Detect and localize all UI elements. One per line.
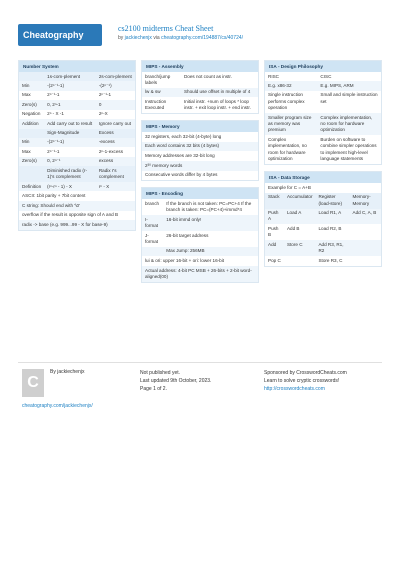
table-cell: Excess: [96, 129, 135, 138]
table-cell: Negation: [22, 111, 41, 117]
table-cell: branch: [145, 200, 160, 206]
table-cell: [350, 224, 381, 240]
storage-example: Example for C = A+B: [268, 184, 311, 190]
panel-isa-philosophy: [264, 60, 382, 165]
panel-title: ISA - Data Storage: [265, 172, 381, 183]
number-systems-table: [19, 72, 135, 191]
mips-assembly-table: [142, 72, 258, 113]
table-row: [142, 72, 258, 88]
table-row: [19, 182, 135, 191]
table-row: [19, 147, 135, 156]
table-row: [19, 72, 135, 81]
table-cell: 2ⁿ-X: [98, 111, 108, 117]
panel-isa-storage: [264, 171, 382, 266]
table-row: [265, 81, 381, 90]
table-cell: Does not count as instr.: [183, 73, 232, 79]
table-cell: Complex implementation, no room for hardware optimization: [317, 113, 381, 135]
note-word-offset: Consecutive words differ by 4 bytes: [145, 172, 218, 178]
note-word-size: Each word contains 32 bits (4 bytes): [142, 142, 258, 152]
table-cell: 2ⁿ - X -1: [47, 111, 64, 117]
table-cell: 2s-com-plement: [96, 72, 135, 81]
table-cell: Instruction Executed: [145, 98, 167, 111]
table-cell: E.g. MIPS, ARM: [317, 81, 381, 90]
published-status: Not published yet.: [140, 370, 181, 376]
table-cell: Memory-Memory: [350, 193, 381, 209]
table-cell: [284, 256, 316, 265]
table-cell: Burden on software to combine simpler operations to implement high-level language statements: [320, 136, 377, 162]
table-cell: Load R1, A: [315, 209, 349, 225]
table-cell: 26-bit target address: [166, 232, 209, 238]
table-cell: 16-bit immd only!: [163, 215, 258, 231]
table-cell: 2ⁿ⁻¹-1: [98, 92, 112, 98]
table-cell: 0, 2ⁿ-1: [44, 100, 96, 109]
table-cell: -(2ⁿ⁻¹-1): [44, 138, 96, 147]
panel-number-systems: [18, 60, 136, 231]
table-cell: -(2ⁿ⁻¹): [96, 81, 135, 90]
table-cell: Diminished radix (r-1)'s complement: [44, 166, 96, 182]
via-text: via: [153, 35, 160, 41]
page-footer: [18, 362, 382, 416]
mips-encoding-table: [142, 199, 258, 256]
sponsor-line[interactable]: Sponsored by CrosswordCheats.com: [264, 370, 347, 376]
table-row: [19, 119, 135, 128]
footer-author[interactable]: By jackiechenjx: [50, 369, 85, 375]
table-row: [265, 72, 381, 81]
table-cell: [19, 129, 44, 138]
table-cell: Sign-Magnitude: [44, 129, 96, 138]
isa-philosophy-table: [265, 72, 381, 164]
table-row: [265, 113, 381, 135]
table-row: [19, 91, 135, 100]
sponsor-link[interactable]: http://crosswordcheats.com: [264, 386, 325, 392]
table-cell: Zero(s): [19, 100, 44, 109]
table-cell: (rⁿ-rⁿ - 1) - X: [44, 182, 96, 191]
table-row: [19, 157, 135, 166]
table-cell: Single instruction performs complex operation: [268, 92, 305, 111]
author-avatar[interactable]: C: [22, 369, 44, 397]
table-cell: Should use offset in multiple of 4: [181, 88, 258, 97]
page-number: Page 1 of 2.: [140, 386, 167, 392]
table-cell: Accumulator: [284, 193, 316, 209]
table-cell: 0: [96, 100, 135, 109]
column-2: [141, 60, 259, 289]
table-cell: Min: [19, 138, 44, 147]
table-cell: lw & sw: [142, 88, 181, 97]
panel-mips-encoding: [141, 187, 259, 283]
table-row: [265, 193, 381, 209]
table-cell: [350, 256, 381, 265]
page-header: [18, 18, 382, 54]
table-cell: Push A: [265, 209, 284, 225]
column-3: [264, 60, 382, 273]
last-updated: Last updated 9th October, 2023.: [140, 378, 212, 384]
table-cell: Push B: [268, 225, 279, 238]
table-row: [142, 231, 258, 247]
table-cell: Add carry out to result: [44, 119, 96, 128]
table-cell: RISC: [268, 73, 279, 79]
sponsor-tagline: Learn to solve cryptic crosswords!: [264, 378, 340, 384]
table-cell: 1s-com-plement: [44, 72, 96, 81]
table-row: [142, 215, 258, 231]
table-row: [19, 110, 135, 119]
column-1: [18, 60, 136, 237]
table-cell: [350, 240, 381, 256]
table-cell: Add B: [286, 225, 300, 231]
table-cell: Load A: [284, 209, 316, 225]
table-row: [142, 97, 258, 113]
table-cell: Small and simple instruction set: [320, 92, 378, 104]
panel-title: MIPS - Encoding: [142, 188, 258, 199]
note-radix: radix -> base (e.g. 999...99 - X for base-9): [19, 220, 135, 230]
table-row: [265, 91, 381, 113]
table-row: [142, 88, 258, 97]
table-cell: Ignore carry out: [96, 119, 135, 128]
table-cell: excess: [96, 157, 135, 166]
table-cell: Radix r's complement: [96, 166, 135, 182]
table-cell: branch/jump labels: [145, 73, 171, 85]
table-row: [19, 129, 135, 138]
table-cell: I-format: [142, 215, 163, 231]
footer-profile-link[interactable]: cheatography.com/jackiechenjx/: [22, 403, 93, 409]
table-cell: Zero(s): [19, 157, 44, 166]
table-cell: Complex implementation, no room for hardware optimization: [268, 136, 307, 162]
table-row: [142, 247, 258, 256]
cheatography-logo[interactable]: Cheatography: [18, 24, 102, 46]
table-row: [19, 81, 135, 90]
table-cell: J-format: [145, 232, 159, 244]
panel-title: MIPS - Memory: [142, 121, 258, 132]
table-cell: If the branch is not taken: PC=PC+4 If the branch is taken: PC=(PC+4)+immd*4: [166, 200, 252, 213]
table-row: [265, 224, 381, 240]
table-row: [265, 135, 381, 164]
table-cell: -(2ⁿ⁻¹-1): [44, 81, 96, 90]
table-cell: Addition: [19, 119, 44, 128]
panel-title: MIPS - Assembly: [142, 61, 258, 72]
table-cell: Stack: [265, 193, 284, 209]
table-row: [265, 209, 381, 225]
table-row: [19, 138, 135, 147]
table-cell: [19, 166, 44, 182]
table-cell: 2ⁿ⁻¹-1: [47, 148, 60, 154]
table-cell: Smaller program size as memory was premium: [265, 113, 317, 135]
table-cell: Min: [19, 81, 44, 90]
note-memory-words: 2³⁰ memory words: [142, 161, 258, 171]
table-row: [142, 199, 258, 215]
by-prefix: by: [118, 35, 124, 41]
table-row: [19, 166, 135, 182]
table-row: [265, 240, 381, 256]
table-cell: Pop C: [268, 257, 281, 263]
table-cell: Load R2, B: [318, 225, 342, 231]
table-cell: Add: [265, 240, 284, 256]
panel-title: Number System: [19, 61, 135, 72]
table-cell: Max Jump: 256MB: [163, 247, 258, 256]
table-cell: [19, 72, 44, 81]
table-cell: Store C: [284, 240, 316, 256]
table-cell: Max: [22, 148, 31, 154]
panel-mips-assembly: [141, 60, 259, 114]
table-cell: Definition: [19, 182, 44, 191]
byline: [118, 35, 243, 41]
panel-title: ISA - Design Philosophy: [265, 61, 381, 72]
table-cell: E.g. x86-32: [265, 81, 317, 90]
sheet-url-link[interactable]: cheatography.com/194887/cs/40724/: [161, 35, 244, 41]
author-link[interactable]: jackiechenjx: [124, 35, 152, 41]
table-cell: rⁿ - X: [96, 182, 135, 191]
table-cell: -excess: [96, 138, 135, 147]
table-cell: 2ⁿ⁻¹-1: [47, 92, 60, 98]
table-row: [265, 256, 381, 265]
note-lui-ori: lui & ori: upper 16-bit + ori: lower 16-bit: [145, 257, 225, 263]
table-cell: Initial instr. +num of loops * loop instr. + exit loop instr. + end instr.: [183, 98, 251, 111]
table-cell: Max: [22, 92, 31, 98]
table-cell: Add C, A, B: [350, 209, 381, 225]
note-actual-address: Actual address: 4-bit PC MSB + 26-bits + 2-bit word-aligned(00): [142, 266, 258, 282]
footer-meta: [140, 369, 211, 393]
table-row: [19, 100, 135, 109]
table-cell: [142, 247, 163, 256]
isa-storage-table: [265, 193, 381, 266]
panel-mips-memory: [141, 120, 259, 181]
table-cell: Add R3, R1, R2: [315, 240, 349, 256]
table-cell: Store R3, C: [318, 257, 343, 263]
note-address-size: Memory addresses are 32-bit long: [145, 152, 215, 158]
table-cell: Register (load-store): [315, 193, 349, 209]
note-registers: 32 registers, each 32-bit (4-byte) long: [145, 133, 222, 139]
note-ascii: ASCII: 1bit parity + 7bit content: [22, 192, 86, 198]
table-cell: CISC: [320, 73, 332, 79]
table-cell: 2ⁿ-1-excess: [98, 148, 123, 154]
table-cell: 0, 2ⁿ⁻¹: [44, 157, 96, 166]
note-c-string: C string: Should end with '\0': [19, 201, 135, 211]
page-title: cs2100 midterms Cheat Sheet: [118, 24, 214, 33]
footer-sponsor: [264, 369, 347, 393]
note-overflow: overflow if the result is opposite sign of A and B: [22, 212, 119, 218]
